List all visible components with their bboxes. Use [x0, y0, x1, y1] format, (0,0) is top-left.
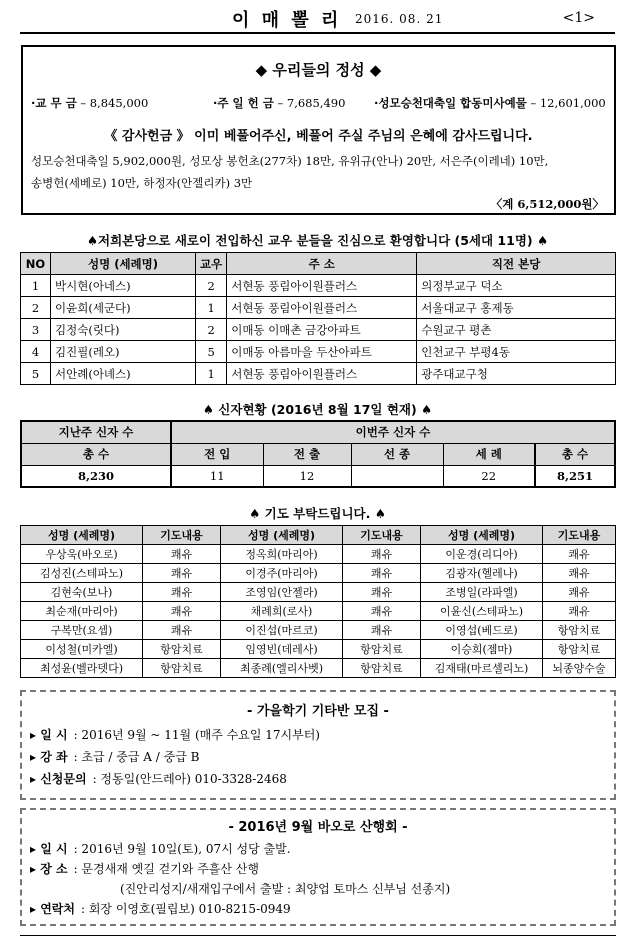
table-header-row: [21, 526, 616, 545]
col-header: 기도내용: [343, 526, 421, 545]
thanks-total: 〈계 6,512,000원〉: [490, 197, 604, 211]
thanks-body: [31, 150, 611, 194]
page-number: <1>: [562, 10, 595, 26]
prayer-table: [20, 525, 616, 678]
table-row: 최성윤(벨라뎃다) 항암치료 최종례(엘리사벳) 항암치료 김재태(마르셀리노) 뇌종양수술: [21, 659, 616, 678]
hike-row: ▸ 장 소 : 문경새재 옛길 걷기와 주흘산 산행: [30, 862, 259, 876]
bulletin-title: 이 매 뽈 리: [232, 10, 342, 31]
table-row: 우상욱(바오로) 쾌유 정옥희(마리아) 쾌유 이운경(리디아) 쾌유: [21, 545, 616, 564]
col-header: 성명 (세례명): [21, 526, 143, 545]
col-header: 직전 본당: [417, 253, 616, 275]
footer-divider: [20, 935, 616, 936]
table-row: 김현숙(보나) 쾌유 조영임(안젤라) 쾌유 조병일(라파엘) 쾌유: [21, 583, 616, 602]
col-header: 주 소: [227, 253, 417, 275]
col-header: 전 출: [263, 443, 351, 465]
table-header-row: [21, 421, 615, 443]
hike-row: ▸ 일 시 : 2016년 9월 10일(토), 07시 성당 출발.: [30, 842, 291, 856]
guitar-row: ▸ 신청문의 : 정동일(안드레아) 010-3328-2468: [30, 772, 287, 786]
col-header: 성명 (세례명): [421, 526, 543, 545]
table-header-row: [21, 253, 616, 275]
hiking-club-box: [20, 808, 616, 926]
table-row: 김성진(스테파노) 쾌유 이경주(마리아) 쾌유 김광자(헬레나) 쾌유: [21, 564, 616, 583]
table-row: 구복만(요셉) 쾌유 이진섭(마르코) 쾌유 이영섭(베드로) 항암치료: [21, 621, 616, 640]
guitar-row: ▸ 강 좌 : 초급 / 중급 A / 중급 B: [30, 750, 200, 764]
col-header: 세 례: [443, 443, 535, 465]
col-header: 이번주 신자 수: [171, 421, 615, 443]
guitar-row: ▸ 일 시 : 2016년 9월 ~ 11월 (매주 수요일 17시부터): [30, 728, 320, 742]
table-row: 4 김진필(레오) 5 이매동 아름마을 두산아파트 인천교구 부평4동: [21, 341, 616, 363]
status-title: ♠ 신자현황 (2016년 8월 17일 현재) ♠: [202, 402, 433, 417]
table-row: 2 이윤희(세군다) 1 서현동 풍림아이원플러스 서울대교구 홍제동: [21, 297, 616, 319]
hike-title: - 2016년 9월 바오로 산행회 -: [228, 820, 408, 835]
hike-row: (진안리성지/새재입구에서 출발 : 최양업 토마스 신부님 선종지): [120, 882, 451, 896]
table-row: 최순재(마리아) 쾌유 채례희(로사) 쾌유 이윤신(스테파노) 쾌유: [21, 602, 616, 621]
thanks-line: 성모승천대축일 5,902,000원, 성모상 봉헌초(277차) 18만, 유위규(안나) 20만, 서은주(이레네) 10만,: [31, 154, 549, 168]
col-header: 기도내용: [143, 526, 221, 545]
newcomers-title: ♠저희본당으로 새로이 전입하신 교우 분들을 진심으로 환영합니다 (5세대 11명) ♠: [86, 233, 549, 248]
guitar-class-box: [20, 690, 616, 800]
thanks-title: 《 감사헌금 》 이미 베풀어주신, 베풀어 주실 주님의 은혜에 감사드립니다.: [104, 129, 533, 144]
table-row: 이성철(미카엘) 항암치료 임영빈(데레사) 항암치료 이승희(젬마) 항암치료: [21, 640, 616, 659]
offering-item: ·주 일 헌 금 – 7,685,490: [213, 96, 346, 110]
col-header: 기도내용: [543, 526, 616, 545]
col-header: 선 종: [351, 443, 443, 465]
status-table: [20, 420, 616, 488]
col-header: 전 입: [171, 443, 263, 465]
offering-heading: ◆ 우리들의 정성 ◆: [255, 61, 382, 79]
col-header: 교우: [196, 253, 227, 275]
offering-box: [21, 45, 616, 215]
table-row: 8,230 11 12 22 8,251: [21, 465, 615, 487]
col-header: 총 수: [535, 443, 615, 465]
thanks-line: 송병헌(세베로) 10만, 하정자(안젤리카) 3만: [31, 176, 253, 190]
col-header: 성명 (세례명): [51, 253, 196, 275]
guitar-title: - 가을학기 기타반 모집 -: [247, 704, 389, 719]
newcomers-table: [20, 252, 616, 385]
table-header-row: [21, 443, 615, 465]
col-header: 성명 (세례명): [221, 526, 343, 545]
table-row: 1 박시현(아네스) 2 서현동 풍림아이원플러스 의정부교구 덕소: [21, 275, 616, 297]
table-row: 5 서안례(아녜스) 1 서현동 풍림아이원플러스 광주대교구청: [21, 363, 616, 385]
col-header: 총 수: [21, 443, 171, 465]
bulletin-header: [20, 4, 615, 34]
col-header: 지난주 신자 수: [21, 421, 171, 443]
offering-item: ·교 무 금 – 8,845,000: [31, 96, 149, 110]
table-row: 3 김정숙(릿다) 2 이매동 이매촌 금강아파트 수원교구 평촌: [21, 319, 616, 341]
bulletin-date: 2016. 08. 21: [355, 12, 444, 26]
offering-item: ·성모승천대축일 합동미사예물 – 12,601,000: [374, 96, 606, 110]
hike-row: ▸ 연락처 : 회장 이영호(필립보) 010-8215-0949: [30, 902, 291, 916]
col-header: NO: [21, 253, 51, 275]
prayer-title: ♠ 기도 부탁드립니다. ♠: [249, 506, 386, 521]
